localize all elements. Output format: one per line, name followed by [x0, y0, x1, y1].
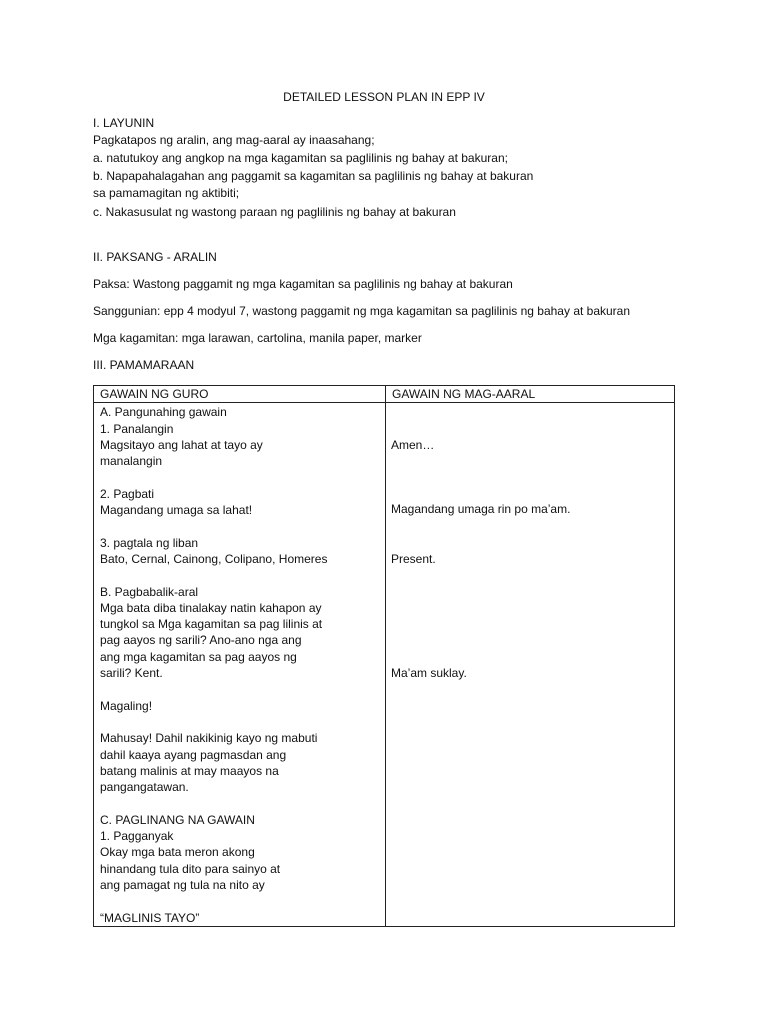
teacher-line: [100, 893, 385, 909]
objective-intro: Pagkatapos ng aralin, ang mag-aaral ay inaasahang;: [93, 133, 375, 147]
teacher-line: 3. pagtala ng liban: [100, 535, 199, 550]
teacher-line: A. Pangunahing gawain: [100, 405, 227, 420]
procedure-heading: III. PAMAMARAAN: [93, 358, 195, 372]
teacher-line: dahil kaaya ayang pagmasdan ang: [100, 747, 287, 762]
teacher-activities-cell: [94, 403, 386, 927]
teacher-line: 1. Panalangin: [100, 421, 174, 436]
procedure-table: [93, 385, 675, 927]
teacher-line: hinandang tula dito para sainyo at: [100, 861, 281, 876]
subject-matter-heading: II. PAKSANG - ARALIN: [93, 250, 217, 264]
student-response-review: Ma’am suklay.: [391, 666, 467, 681]
teacher-line: batang malinis at may maayos na: [100, 763, 279, 778]
teacher-line: [100, 795, 385, 811]
subject-topic: Paksa: Wastong paggamit ng mga kagamitan sa paglilinis ng bahay at bakuran: [93, 277, 513, 291]
table-header-row: [94, 386, 675, 403]
student-response-greeting: Magandang umaga rin po ma’am.: [391, 502, 571, 517]
teacher-line: manalangin: [100, 454, 163, 469]
teacher-line: ang mga kagamitan sa pag aayos ng: [100, 649, 297, 664]
teacher-line: [100, 681, 385, 697]
teacher-line: [100, 469, 385, 485]
objective-b-continued: sa pamamagitan ng aktibiti;: [93, 186, 240, 200]
objectives-heading: I. LAYUNIN: [93, 116, 155, 130]
student-column-header: GAWAIN NG MAG-AARAL: [386, 386, 675, 403]
student-response-attendance: Present.: [391, 552, 436, 567]
teacher-line: [100, 518, 385, 534]
teacher-line: “MAGLINIS TAYO”: [100, 910, 200, 925]
teacher-line: B. Pagbabalik-aral: [100, 584, 199, 599]
teacher-line: ang pamagat ng tula na nito ay: [100, 877, 265, 892]
student-activities-cell: [386, 403, 675, 927]
teacher-line: 2. Pagbati: [100, 486, 155, 501]
student-response-prayer: Amen…: [391, 438, 435, 453]
teacher-line: Okay mga bata meron akong: [100, 845, 255, 860]
teacher-line: C. PAGLINANG NA GAWAIN: [100, 812, 255, 827]
teacher-line: 1. Pagganyak: [100, 829, 174, 844]
subject-materials: Mga kagamitan: mga larawan, cartolina, manila paper, marker: [93, 331, 422, 345]
teacher-line: [100, 714, 385, 730]
teacher-line: Magsitayo ang lahat at tayo ay: [100, 437, 263, 452]
objective-a: a. natutukoy ang angkop na mga kagamitan sa paglilinis ng bahay at bakuran;: [93, 151, 508, 165]
teacher-line: Bato, Cernal, Cainong, Colipano, Homeres: [100, 551, 328, 566]
teacher-line: pag aayos ng sarili? Ano-ano nga ang: [100, 633, 302, 648]
teacher-line: Mahusay! Dahil nakikinig kayo ng mabuti: [100, 731, 318, 746]
teacher-column-header: GAWAIN NG GURO: [94, 386, 386, 403]
teacher-line: sarili? Kent.: [100, 666, 163, 681]
teacher-line: Magaling!: [100, 698, 153, 713]
objective-c: c. Nakasusulat ng wastong paraan ng paglilinis ng bahay at bakuran: [93, 205, 456, 219]
teacher-line: tungkol sa Mga kagamitan sa pag lilinis at: [100, 617, 323, 632]
teacher-line: [100, 567, 385, 583]
teacher-line: Magandang umaga sa lahat!: [100, 503, 253, 518]
objective-b: b. Napapahalagahan ang paggamit sa kagamitan sa paglilinis ng bahay at bakuran: [93, 169, 534, 183]
table-row: [94, 403, 675, 927]
teacher-line: Mga bata diba tinalakay natin kahapon ay: [100, 600, 322, 615]
subject-reference: Sanggunian: epp 4 modyul 7, wastong paggamit ng mga kagamitan sa paglilinis ng bahay at bakuran: [93, 304, 631, 318]
teacher-line: pangangatawan.: [100, 780, 189, 795]
document-title: DETAILED LESSON PLAN IN EPP IV: [283, 90, 485, 104]
